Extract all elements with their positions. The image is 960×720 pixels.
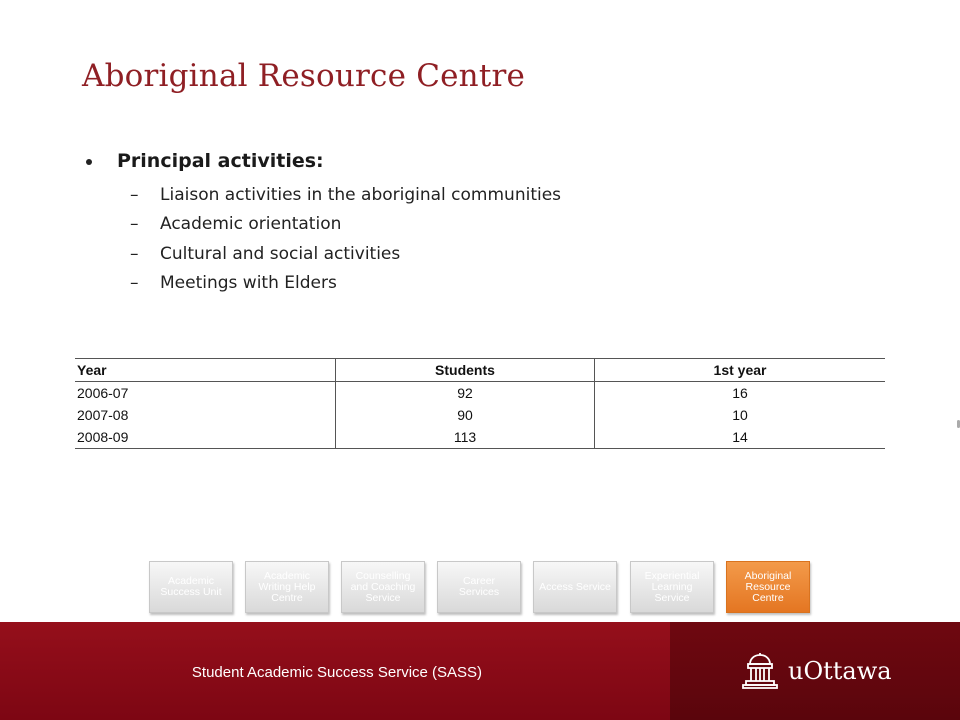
activities-section (86, 150, 846, 298)
cell-first-year: 10 (732, 407, 748, 423)
column-header-first-year: 1st year (713, 362, 767, 378)
activities-list (86, 180, 846, 298)
table-row (75, 404, 885, 426)
table-row (75, 382, 885, 405)
list-item (86, 269, 846, 299)
footer-logo-panel (670, 622, 960, 720)
nav-aboriginal-resource-centre-button[interactable]: Aboriginal Resource Centre (726, 561, 810, 613)
dash-marker: – (130, 243, 139, 264)
cell-students: 113 (336, 426, 595, 449)
activity-text: Cultural and social activities (160, 243, 401, 264)
dash-marker: – (130, 273, 139, 294)
nav-experiential-learning-button[interactable]: Experiential Learning Service (630, 561, 714, 613)
cell-students: 90 (336, 404, 595, 426)
cell-students: 92 (336, 382, 595, 405)
list-item (86, 239, 846, 269)
cell-first-year: 14 (732, 429, 748, 445)
nav-career-services-button[interactable]: Career Services (437, 561, 521, 613)
footer-bar (0, 622, 960, 720)
list-item (86, 180, 846, 210)
nav-access-service-button[interactable]: Access Service (533, 561, 617, 613)
column-header-students: Students (336, 359, 595, 382)
dash-marker: – (130, 184, 139, 205)
nav-academic-success-unit-button[interactable]: Academic Success Unit (149, 561, 233, 613)
nav-academic-writing-help-centre-button[interactable]: Academic Writing Help Centre (245, 561, 329, 613)
university-building-icon (742, 653, 778, 689)
service-name: Student Academic Success Service (SASS) (191, 663, 483, 681)
activity-text: Academic orientation (160, 214, 342, 235)
cell-year: 2008-09 (75, 426, 336, 449)
slide-title: Aboriginal Resource Centre (82, 58, 526, 94)
footer-left-panel (0, 622, 670, 720)
list-item (86, 210, 846, 240)
cell-first-year: 16 (732, 385, 748, 401)
nav-counselling-coaching-button[interactable]: Counselling and Coaching Service (341, 561, 425, 613)
table-header-row (75, 359, 885, 382)
cell-year: 2007-08 (75, 404, 336, 426)
table-row (75, 426, 885, 449)
activity-text: Liaison activities in the aboriginal communities (160, 184, 562, 205)
cell-year: 2006-07 (75, 382, 336, 405)
activity-text: Meetings with Elders (160, 273, 337, 294)
uottawa-logo-text[interactable]: uOttawa (788, 657, 892, 685)
service-navigation (149, 561, 829, 615)
principal-activities-heading (86, 150, 846, 172)
dash-marker: – (130, 214, 139, 235)
principal-activities-label: Principal activities: (117, 150, 324, 172)
bullet-icon (86, 159, 92, 165)
column-header-year: Year (75, 359, 336, 382)
enrollment-table (75, 358, 885, 449)
